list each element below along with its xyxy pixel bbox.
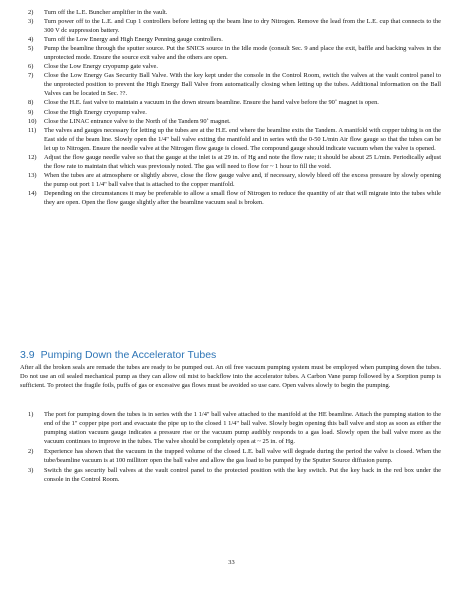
list-item-number: 9) bbox=[28, 108, 34, 116]
list-item-text: Close the H.E. fast valve to maintain a vacuum in the down stream beamline. Ensure the hand valve before the 90˚ magnet is open. bbox=[44, 99, 379, 107]
list-item-text: Close the Low Energy Gas Security Ball Valve. With the key kept under the console in the Control Room, switch the valves at the vault control panel to the unprotected position to prevent the High Energy Ball Valve from automatically closing when letting up the tubes. Additional information on the Ball Valves can be located in Sec. ??. bbox=[44, 72, 441, 98]
procedure-steps-list bbox=[20, 8, 441, 207]
list-item bbox=[20, 8, 441, 17]
list-item bbox=[20, 171, 441, 189]
list-item-number: 2) bbox=[28, 448, 34, 456]
list-item-number: 5) bbox=[28, 45, 34, 53]
list-item bbox=[20, 17, 441, 35]
list-item bbox=[20, 126, 441, 153]
list-item-number: 7) bbox=[28, 72, 34, 80]
list-item-text: The port for pumping down the tubes is in series with the 1 1/4" ball valve attached to the manifold at the HE beamline. Attach the pumping station to the end of the 1" copper pipe port and evacuate the pipe up to the closed 1 1/4" ball valve. Slowly begin opening this ball valve and stop as soon as either the pumping station vacuum gauge indicates a pressure rise or the vacuum pump audibly responds to a gas load. Slowly open the ball valve more as the vacuum continues to improve in the tubes. The valve should be completely open at ~ 25 in. of Hg. bbox=[44, 411, 441, 446]
list-item bbox=[20, 447, 441, 465]
list-item-number: 10) bbox=[28, 117, 37, 125]
list-item-number: 1) bbox=[28, 411, 34, 418]
list-item-number: 13) bbox=[28, 171, 37, 179]
list-item bbox=[20, 117, 441, 126]
list-item-text: When the tubes are at atmosphere or slightly above, close the flow gauge valve and, if necessary, slowly bleed off the excess pressure by slowly opening the pump out port 1 1/4" ball valve that is attached to the copper manifold. bbox=[44, 171, 441, 188]
list-item-text: Turn power off to the L.E. and Cup 1 controllers before letting up the beam line to dry Nitrogen. Remove the lead from the L.E. cup that connects to the 300 V dc suppression battery. bbox=[44, 18, 441, 35]
list-item bbox=[20, 153, 441, 171]
list-item bbox=[20, 44, 441, 62]
list-item-number: 12) bbox=[28, 153, 37, 161]
list-item bbox=[20, 189, 441, 207]
list-item-number: 3) bbox=[28, 467, 34, 475]
list-item bbox=[20, 62, 441, 71]
section-heading bbox=[20, 349, 216, 361]
list-item-number: 8) bbox=[28, 99, 34, 107]
list-item-number: 11) bbox=[28, 126, 37, 134]
list-item bbox=[20, 108, 441, 117]
list-item-text: The valves and gauges necessary for letting up the tubes are at the H.E. end where the beamline exits the Tandem. A manifold with copper tubing is on the East side of the beam line. Slowly open the 1/4" ball valve exiting the manifold and in series with the 0-50 L/min Air flow gauge so that the tubes can be let up to Nitrogen. Ensure the needle valve at the Nitrogen flow gauge is closed. The compound gauge should indicate vacuum when the valve is opened. bbox=[44, 126, 441, 152]
pumping-steps-list bbox=[20, 410, 441, 485]
list-item-number: 4) bbox=[28, 36, 34, 44]
list-item bbox=[20, 71, 441, 98]
list-item bbox=[20, 35, 441, 44]
list-item-number: 14) bbox=[28, 189, 37, 197]
section-number: 3.9 bbox=[20, 349, 35, 361]
list-item-text: Pump the beamline through the sputter source. Put the SNICS source in the Idle mode (consult Sec. 9 and place the exit, baffle and backing valves in the unprotected mode. Ensure the source exit valve and the others are open. bbox=[44, 45, 441, 62]
list-item-number: 6) bbox=[28, 63, 34, 71]
list-item bbox=[20, 466, 441, 484]
section-title: Pumping Down the Accelerator Tubes bbox=[40, 349, 217, 361]
list-item-number: 2) bbox=[28, 9, 34, 16]
list-item-text: Depending on the circumstances it may be preferable to allow a small flow of Nitrogen to reduce the quantity of air that will migrate into the tubes while they are open. Open the flow gauge slightly after the beamline vacuum seal is broken. bbox=[44, 189, 441, 206]
intro-paragraph: After all the broken seals are remade the tubes are ready to be pumped out. An oil free vacuum pumping system must be employed when pumping down the tubes. Do not use an oil sealed mechanical pump as they can allow oil mist to backflow into the accelerator tubes. A Carbon Vane pump followed by a Sorption pump is sufficient. To protect the fragile foils, puffs of gas or excessive gas flows must be avoided so use care. Open valves slowly to begin the pumping. bbox=[20, 364, 441, 390]
list-item-text: Adjust the flow gauge needle valve so that the gauge at the inlet is at 29 in. of Hg and note the flow rate; it should be about 25 L/min. Periodically adjust the flow rate to maintain that which was previously noted. The gas will need to flow for ~ 1 hour to fill the void. bbox=[44, 153, 441, 170]
page-number: 33 bbox=[228, 559, 235, 566]
list-item-text: Turn off the Low Energy and High Energy Penning gauge controllers. bbox=[44, 36, 223, 44]
list-item bbox=[20, 98, 441, 107]
list-item-text: Turn off the L.E. Buncher amplifier in the vault. bbox=[44, 9, 168, 16]
list-item-text: Close the Low Energy cryopump gate valve. bbox=[44, 63, 158, 71]
list-item-number: 3) bbox=[28, 18, 34, 26]
list-item-text: Close the High Energy cryopump valve. bbox=[44, 108, 147, 116]
list-item-text: Close the LINAC entrance valve to the North of the Tandem 90˚ magnet. bbox=[44, 117, 231, 125]
list-item-text: Experience has shown that the vacuum in the trapped volume of the closed L.E. ball valve will degrade during the period the valve is closed. When the tube/beamline vacuum is at 100 millitorr open the ball valve and allow the gas load to be pumped by the Sputter Source diffusion pump. bbox=[44, 448, 441, 465]
list-item bbox=[20, 410, 441, 446]
list-item-text: Switch the gas security ball valves at the vault control panel to the protected position with the key switch. Put the key back in the red box under the console in the Control Room. bbox=[44, 467, 441, 484]
